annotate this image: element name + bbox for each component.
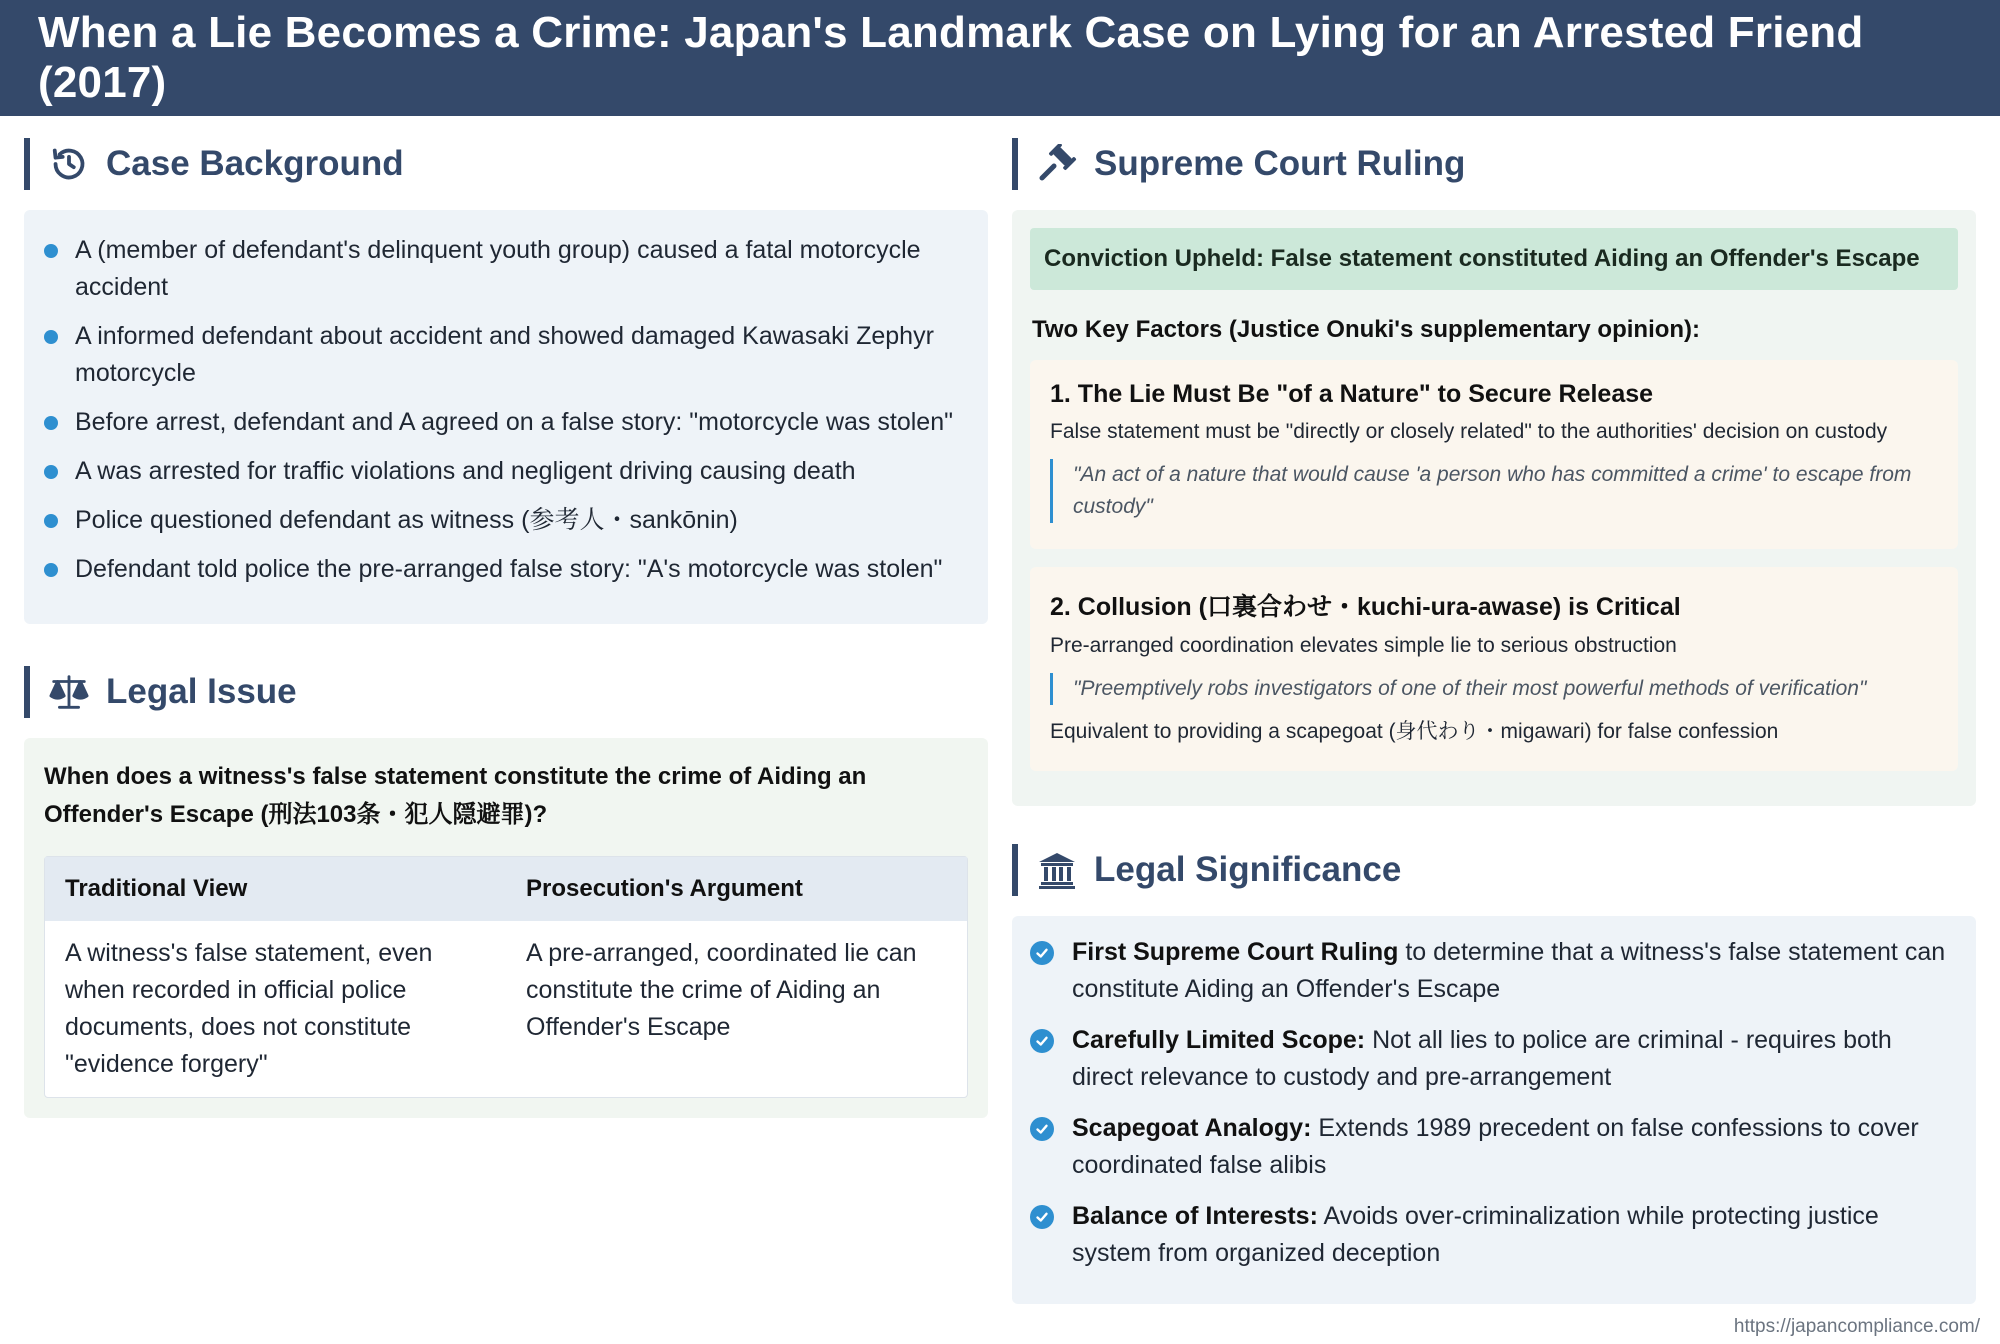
list-item: Before arrest, defendant and A agreed on a false story: "motorcycle was stolen" [44, 404, 962, 441]
factor-title: 2. Collusion (口裏合わせ・kuchi-ura-awase) is Critical [1050, 593, 1681, 621]
conviction-upheld-banner: Conviction Upheld: False statement constituted Aiding an Offender's Escape [1030, 228, 1958, 290]
list-item: A was arrested for traffic violations and negligent driving causing death [44, 453, 962, 490]
traditional-view-header: Traditional View [65, 875, 248, 902]
list-item: Defendant told police the pre-arranged false story: "A's motorcycle was stolen" [44, 551, 962, 588]
significance-point-text: Not all lies to police are criminal - requires both direct relevance to custody and pre-arrangement [1072, 1026, 1892, 1091]
factor-title: 1. The Lie Must Be "of a Nature" to Secure Release [1050, 380, 1654, 408]
source-url: https://japancompliance.com/ [1733, 1316, 1980, 1337]
factor-quote: "Preemptively robs investigators of one of their most powerful methods of verification" [1050, 673, 1938, 705]
significance-point-title: Scapegoat Analogy: [1072, 1114, 1312, 1142]
courthouse-icon [1036, 849, 1078, 891]
traditional-view-cell: A witness's false statement, even when recorded in official police documents, does not constitute "evidence forgery" [65, 939, 433, 1078]
gavel-icon [1036, 143, 1078, 185]
list-item: A (member of defendant's delinquent youth group) caused a fatal motorcycle accident [44, 232, 962, 306]
list-item: A informed defendant about accident and showed damaged Kawasaki Zephyr motorcycle [44, 318, 962, 392]
check-circle-icon [1030, 1029, 1054, 1053]
check-circle-icon [1030, 941, 1054, 965]
history-icon [48, 143, 90, 185]
page-header [0, 0, 2000, 116]
views-comparison-table [44, 856, 968, 1098]
table-row [45, 921, 967, 1097]
legal-significance-heading [1012, 844, 1976, 896]
legal-significance-card [1012, 916, 1976, 1304]
significance-point-title: Balance of Interests: [1072, 1202, 1318, 1230]
list-item [1030, 1198, 1950, 1272]
prosecution-argument-cell: A pre-arranged, coordinated lie can constitute the crime of Aiding an Offender's Escape [526, 939, 917, 1041]
supreme-court-ruling-title: Supreme Court Ruling [1094, 144, 1466, 183]
significance-point-text: Avoids over-criminalization while protecting justice system from organized deception [1072, 1202, 1879, 1267]
page-title: When a Lie Becomes a Crime: Japan's Landmark Case on Lying for an Arrested Friend (2017) [38, 8, 1864, 107]
list-item [1030, 1110, 1950, 1184]
prosecution-argument-header: Prosecution's Argument [526, 875, 803, 902]
factor-card-1 [1030, 360, 1958, 549]
significance-point-title: Carefully Limited Scope: [1072, 1026, 1366, 1054]
factor-description: Pre-arranged coordination elevates simple lie to serious obstruction [1050, 634, 1677, 657]
check-circle-icon [1030, 1117, 1054, 1141]
legal-issue-card [24, 738, 988, 1118]
significance-point-text: Extends 1989 precedent on false confessions to cover coordinated false alibis [1072, 1114, 1919, 1179]
left-column [24, 138, 988, 1118]
right-column [1012, 138, 1976, 1304]
case-background-title: Case Background [106, 144, 404, 183]
legal-issue-title: Legal Issue [106, 672, 297, 711]
scales-icon [48, 671, 90, 713]
factor-card-2 [1030, 567, 1958, 771]
legal-issue-section [24, 666, 988, 1118]
factor-description: False statement must be "directly or closely related" to the authorities' decision on custody [1050, 420, 1888, 443]
significance-list [1030, 934, 1950, 1272]
case-background-list [44, 232, 962, 588]
list-item: Police questioned defendant as witness (参考人・sankōnin) [44, 502, 962, 539]
legal-significance-section [1012, 844, 1976, 1304]
factor-extra-note: Equivalent to providing a scapegoat (身代わり・migawari) for false confession [1050, 720, 1779, 743]
list-item [1030, 1022, 1950, 1096]
significance-point-text: to determine that a witness's false statement can constitute Aiding an Offender's Escape [1072, 938, 1946, 1003]
factor-quote: "An act of a nature that would cause 'a person who has committed a crime' to escape from custody" [1050, 459, 1938, 523]
legal-issue-question: When does a witness's false statement constitute the crime of Aiding an Offender's Escape (刑法103条・犯人隠避罪)? [44, 763, 867, 828]
case-background-heading [24, 138, 988, 190]
supreme-court-ruling-heading [1012, 138, 1976, 190]
table-header-row [45, 857, 967, 921]
key-factors-heading: Two Key Factors (Justice Onuki's supplementary opinion): [1032, 316, 1701, 343]
supreme-court-ruling-card [1012, 210, 1976, 806]
significance-point-title: First Supreme Court Ruling [1072, 938, 1399, 966]
check-circle-icon [1030, 1205, 1054, 1229]
list-item [1030, 934, 1950, 1008]
case-background-card [24, 210, 988, 624]
legal-issue-heading [24, 666, 988, 718]
legal-significance-title: Legal Significance [1094, 850, 1402, 889]
